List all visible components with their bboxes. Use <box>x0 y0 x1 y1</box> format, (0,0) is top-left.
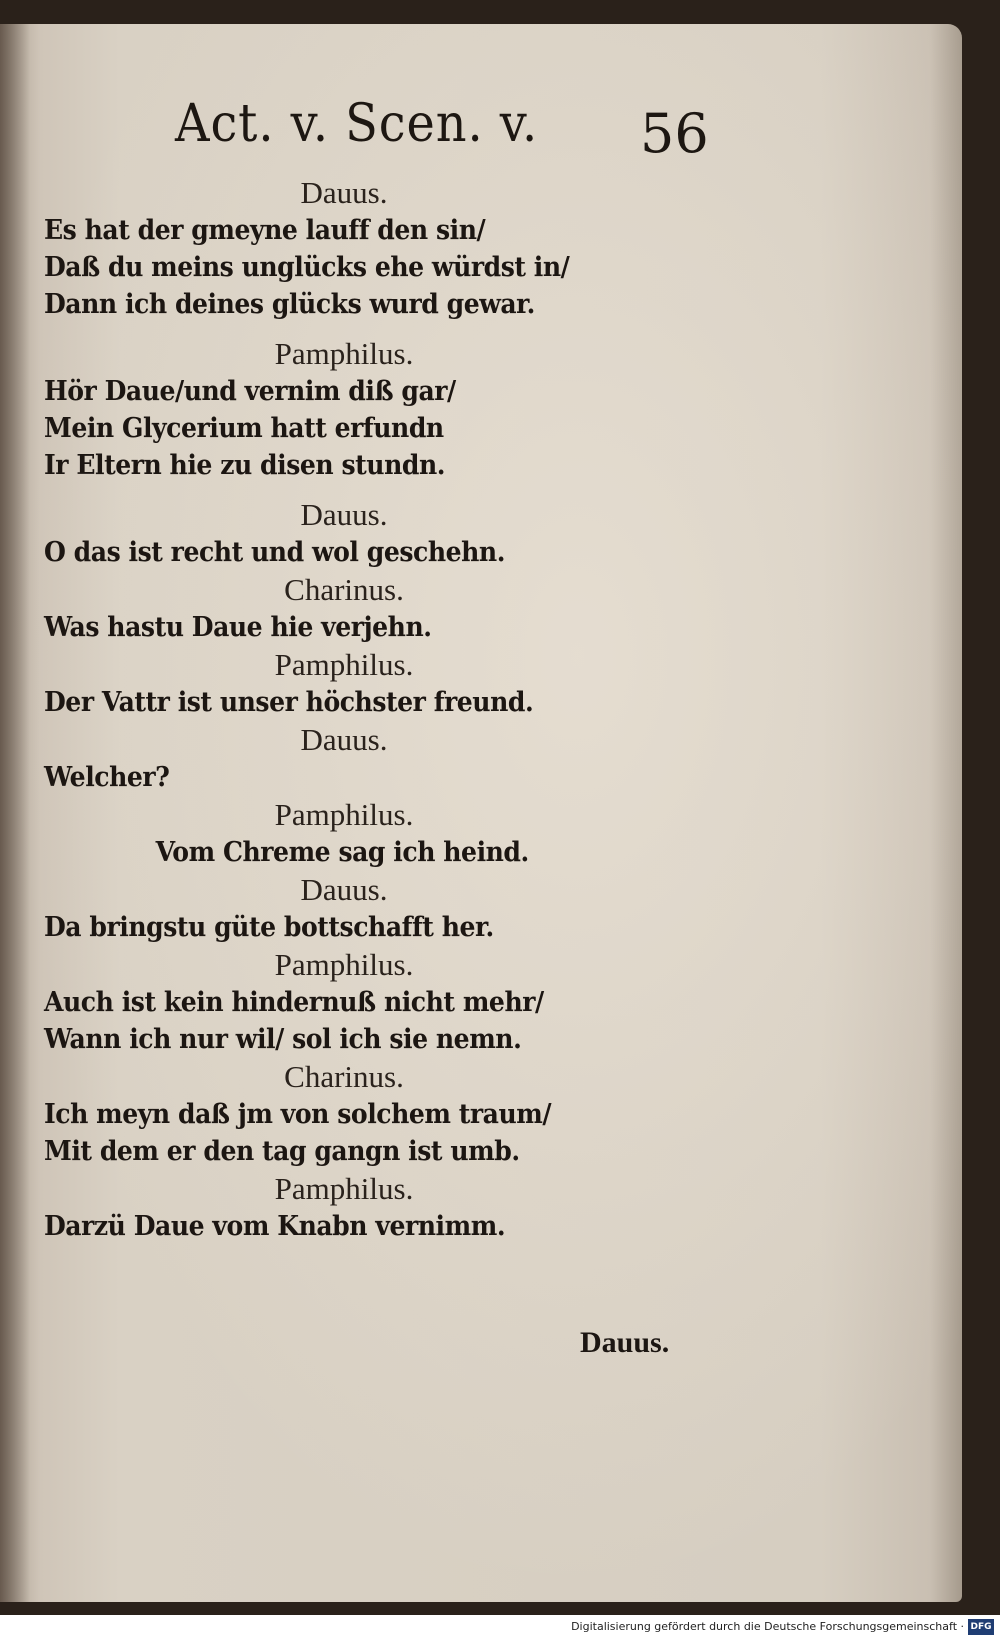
verse-line: Ich meyn daß jm von solchem traum/ <box>44 1099 552 1130</box>
funding-notice: Digitalisierung gefördert durch die Deutsche Forschungsgemeinschaft · <box>571 1620 964 1633</box>
speaker-name: Pamphilus. <box>274 797 414 832</box>
verse-line: Der Vattr ist unser höchster freund. <box>44 687 534 718</box>
speaker-name: Pamphilus. <box>274 1171 414 1206</box>
book-page <box>0 24 962 1602</box>
verse-line: Da bringstu güte bottschafft her. <box>44 912 494 943</box>
speaker-name: Dauus. <box>300 497 388 532</box>
speaker-name: Pamphilus. <box>274 947 414 982</box>
verse-line: Daß du meins unglücks ehe würdst in/ <box>44 252 570 283</box>
verse-line: Mein Glycerium hatt erfundn <box>44 413 444 444</box>
running-head: Act. v. Scen. v. <box>175 94 539 154</box>
speaker-name: Dauus. <box>300 722 388 757</box>
dfg-logo: DFG <box>968 1619 994 1635</box>
text-block <box>44 174 704 1245</box>
spine-shadow <box>0 24 30 1602</box>
stanza-gap <box>44 484 704 496</box>
verse-line: O das ist recht und wol geschehn. <box>44 537 505 568</box>
speaker-name: Charinus. <box>284 572 404 607</box>
speaker-name: Pamphilus. <box>274 647 414 682</box>
verse-line: Dann ich deines glücks wurd gewar. <box>44 289 535 320</box>
verse-line: Was hastu Daue hie verjehn. <box>44 612 432 643</box>
verse-line: Wann ich nur wil/ sol ich sie nemn. <box>44 1024 522 1055</box>
page-number: 56 <box>640 102 709 165</box>
verse-line: Welcher? <box>44 762 170 793</box>
verse-line: Mit dem er den tag gangn ist umb. <box>44 1136 520 1167</box>
verse-line: Vom Chreme sag ich heind. <box>155 837 529 868</box>
verse-line: Darzü Daue vom Knabn vernimm. <box>44 1211 506 1242</box>
verse-line: Hör Daue/und vernim diß gar/ <box>44 376 456 407</box>
speaker-name: Dauus. <box>300 872 388 907</box>
catchword: Dauus. <box>580 1326 670 1359</box>
stanza-gap <box>44 323 704 335</box>
speaker-name: Dauus. <box>300 175 388 210</box>
verse-line: Ir Eltern hie zu disen stundn. <box>44 450 446 481</box>
speaker-name: Pamphilus. <box>274 336 414 371</box>
speaker-name: Charinus. <box>284 1059 404 1094</box>
verse-line: Es hat der gmeyne lauff den sin/ <box>44 215 486 246</box>
footer-bar <box>0 1615 1000 1641</box>
verse-line: Auch ist kein hindernuß nicht mehr/ <box>44 987 544 1018</box>
